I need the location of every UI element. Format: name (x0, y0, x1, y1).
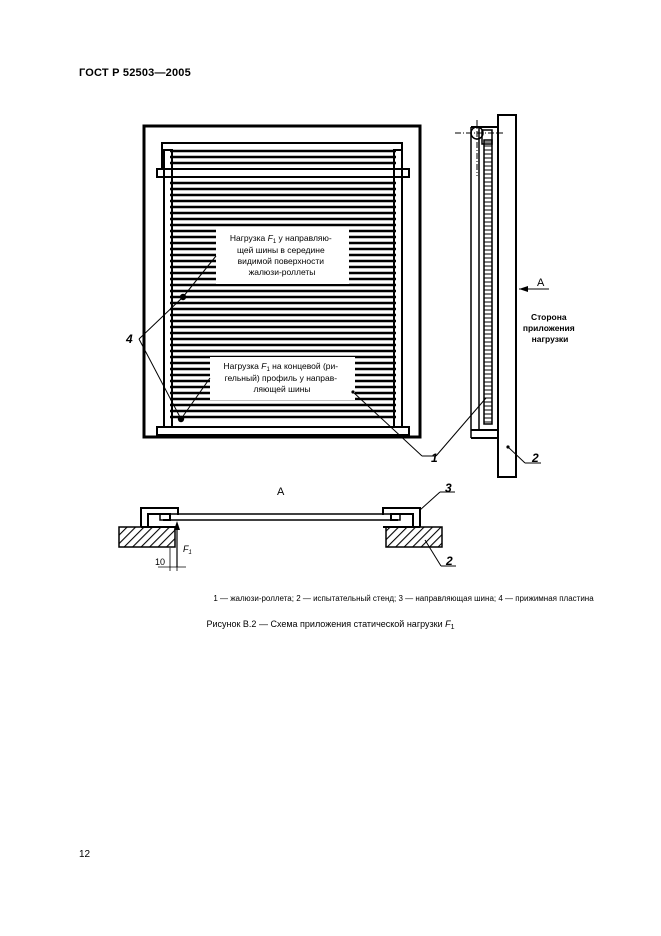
stand-block-left (119, 527, 175, 547)
load-box-bottom-text: Нагрузка $F_1$ на концевой (ри- гельный) профиль у направ- ляющей шины (223, 361, 339, 394)
stand-block-right (386, 527, 442, 547)
shutter-side-section (484, 140, 492, 424)
test-stand-wall (498, 115, 516, 477)
top-rail (157, 169, 409, 177)
bottom-rail (157, 427, 409, 435)
figure-caption: Рисунок В.2 — Схема приложения статической нагрузки $F_1$ (206, 619, 455, 631)
section-a-view (119, 481, 456, 571)
load-box-middle-text: Нагрузка $F_1$ у направляю- щей шины в середине видимой поверхности жалюзи-роллеты (229, 233, 332, 277)
force-arrow-icon (174, 521, 180, 530)
section-a-label: А (277, 486, 285, 498)
callout-1: 1 (431, 451, 438, 465)
callout-4: 4 (126, 332, 133, 346)
callout-3: 3 (445, 481, 452, 495)
callout-2: 2 (532, 451, 539, 465)
force-label: $F_1$ (183, 544, 192, 556)
view-arrow-label: А (537, 277, 545, 289)
side-view (422, 115, 577, 477)
callout-2-section: 2 (446, 554, 453, 568)
figure-legend: 1 — жалюзи-роллета; 2 — испытательный стенд; 3 — направляющая шина; 4 — прижимная пластина (213, 594, 594, 603)
load-side-label: Сторона приложения нагрузки (522, 312, 575, 344)
front-view (125, 126, 422, 456)
page-number: 12 (79, 849, 91, 860)
view-arrow-icon (519, 286, 528, 292)
document-header: ГОСТ Р 52503—2005 (79, 67, 191, 79)
shutter-section (160, 514, 400, 520)
dimension-label: 10 (155, 557, 166, 567)
